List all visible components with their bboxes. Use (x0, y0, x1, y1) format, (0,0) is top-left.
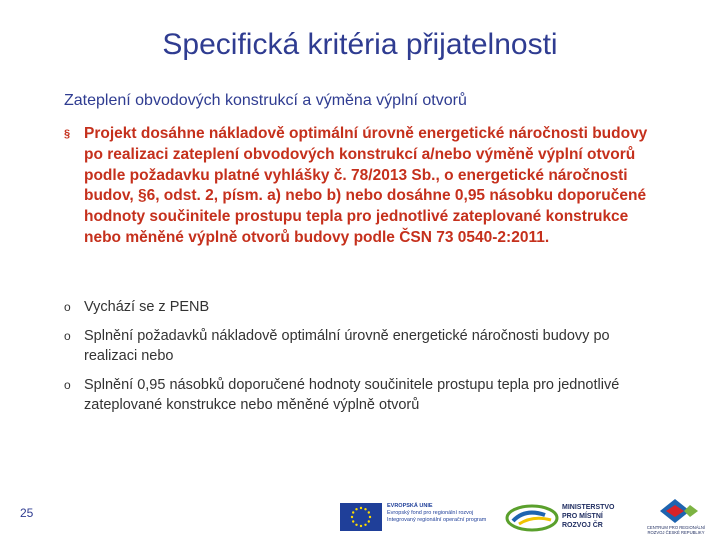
sub-bullet-text: Vychází se z PENB (84, 299, 210, 315)
sub-bullet-text: Splnění požadavků nákladově optimální úrovně energetické náročnosti budovy po realizaci nebo (84, 328, 610, 364)
slide-subtitle: Zateplení obvodových konstrukcí a výměna výplní otvorů (64, 92, 467, 109)
mmr-line1: MINISTERSTVO (562, 504, 615, 511)
mmr-line3: ROZVOJ ČR (562, 522, 603, 529)
circle-bullet-icon: o (64, 329, 71, 343)
mmr-line2: PRO MÍSTNÍ (562, 513, 603, 520)
footer-logos (330, 495, 720, 540)
mmr-text (562, 503, 627, 530)
eu-flag-icon (340, 503, 382, 531)
section-bullet-icon: § (64, 128, 71, 140)
crr-text: CENTRUM PRO REGIONÁLNÍ ROZVOJ ČESKÉ REPUBLIKY (646, 525, 706, 535)
eu-line1: EVROPSKÁ UNIE (387, 503, 433, 509)
mmr-logo-icon (505, 503, 560, 533)
eu-line3: Integrovaný regionální operační program (387, 517, 487, 523)
main-bullet-text: Projekt dosáhne nákladově optimální úrovně energetické náročnosti budovy po realizaci zateplení obvodových konstrukcí a/nebo výměně výplní otvorů podle požadavku platné vyhlášky č. 78/2013 Sb., o energetické náročnosti budov, §6, odst. 2, písm. a) nebo b) nebo dosáhne 0,95 násobku doporučené hodnoty součinitele prostupu tepla pro jednotlivé zateplované konstrukce nebo měněné výplně otvorů budovy podle ČSN 73 0540-2:2011. (84, 125, 648, 246)
eu-line2: Evropský fond pro regionální rozvoj (387, 510, 474, 516)
slide-title: Specifická kritéria přijatelnosti (162, 28, 558, 61)
page-number: 25 (20, 506, 34, 520)
sub-bullet-text: Splnění 0,95 násobků doporučené hodnoty součinitele prostupu tepla pro jednotlivé zateplované konstrukce nebo měněné výplně otvorů (84, 377, 620, 413)
circle-bullet-icon: o (64, 378, 71, 392)
circle-bullet-icon: o (64, 300, 71, 314)
eu-text (387, 503, 512, 524)
